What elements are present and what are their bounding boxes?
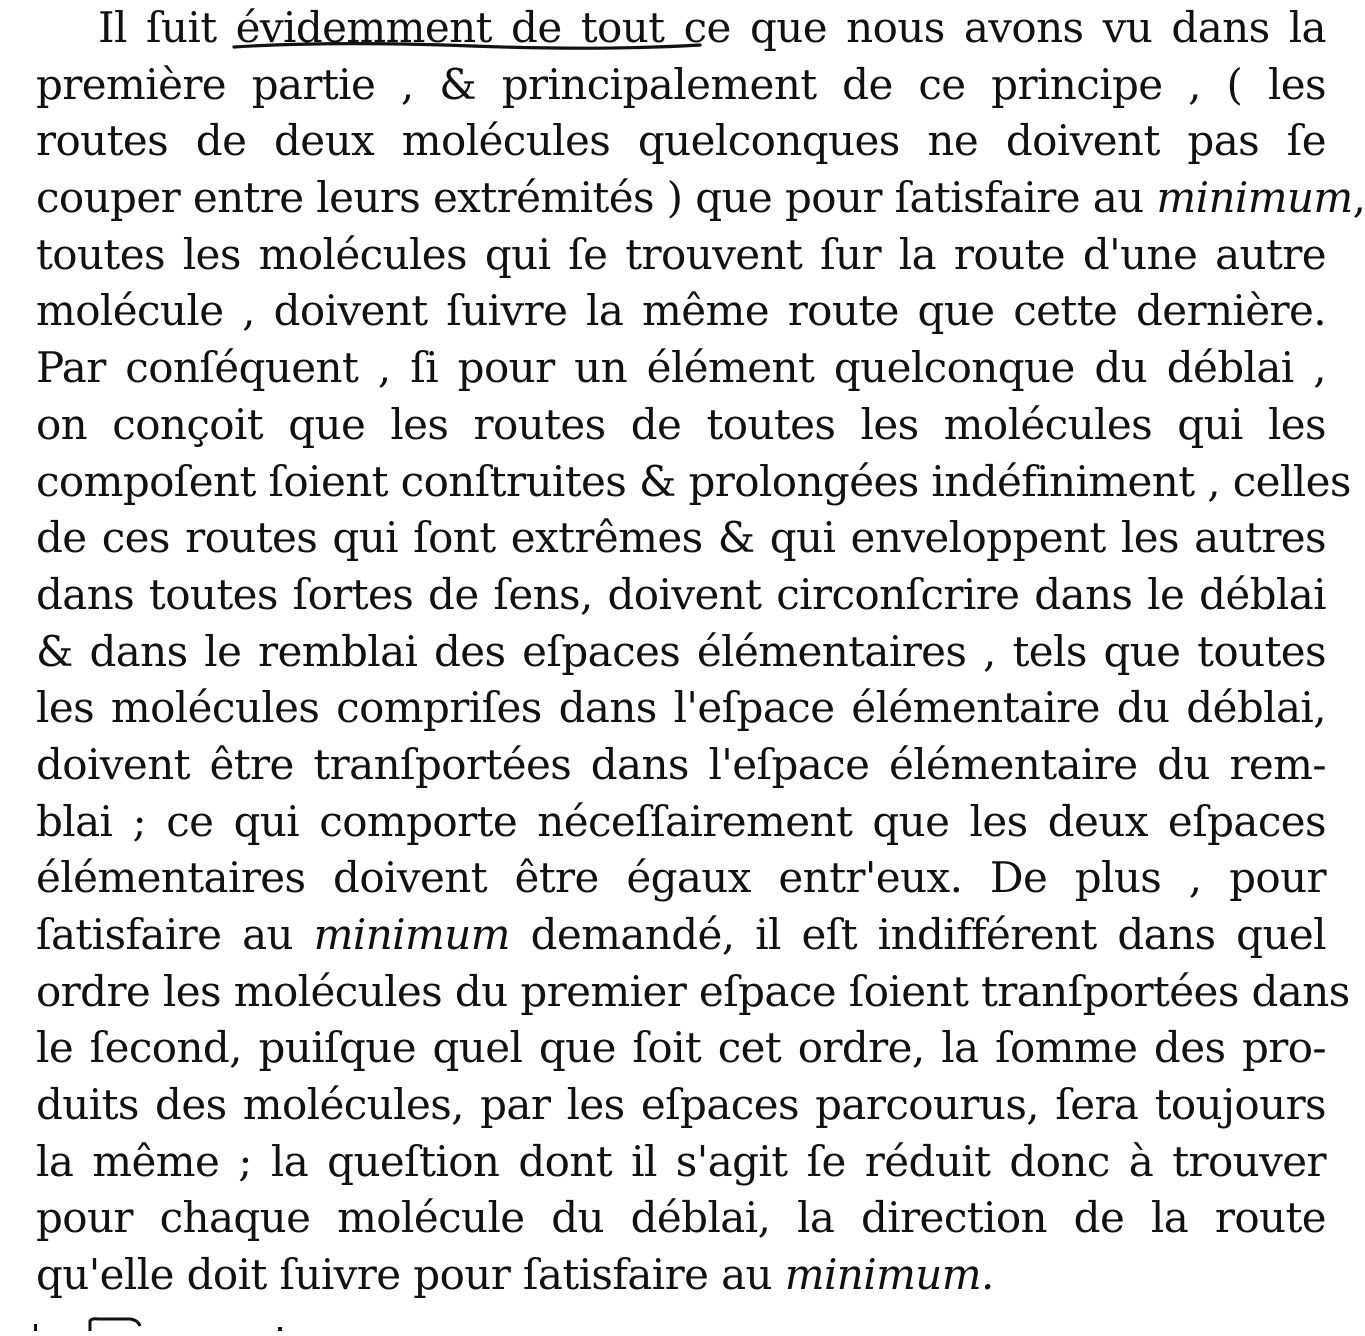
text-line [36,1190,1326,1247]
line-text: qu'elle doit ſuivre pour ſatisfaire au [36,1250,785,1300]
line-text: première partie , & principalement de ce principe , ( les [36,59,1326,109]
line-text: duits des molécules, par les eſpaces parcourus, ſera toujours [36,1080,1326,1130]
line-text: de ces routes qui ſont extrêmes & qui enveloppent les autres [36,513,1326,563]
line-text: le ſecond, puiſque quel que ſoit cet ordre, la ſomme des pro- [36,1023,1326,1073]
line-text: pour chaque molécule du déblai, la direction de la route [36,1193,1326,1243]
line-text: , [1352,173,1365,223]
text-line [36,510,1326,567]
text-line [36,1077,1326,1134]
text-line [36,397,1326,454]
line-text: Par conſéquent , ſi pour un élément quelconque du déblai , [36,343,1326,393]
line-text: & dans le remblai des eſpaces élémentaires , tels que toutes [36,626,1326,676]
line-text: dans toutes ſortes de ſens, doivent circonſcrire dans le déblai [36,569,1326,619]
line-text: doivent être tranſportées dans l'eſpace élémentaire du rem- [36,739,1326,789]
line-text: couper entre leurs extrémités ) que pour ſatisfaire au [36,173,1157,223]
text-line [36,340,1326,397]
line-text: molécule , doivent ſuivre la même route que cette dernière. [36,286,1326,336]
text-line [36,794,1326,851]
text-line [36,454,1351,511]
paragraph [36,0,1365,1304]
line-text: on conçoit que les routes de toutes les molécules qui les [36,399,1326,449]
text-line [36,964,1350,1021]
text-line [36,1020,1326,1077]
text-line [36,283,1326,340]
italic-term: minimum. [784,1250,994,1300]
text-line [36,170,1365,227]
text-line [36,737,1326,794]
text-line [36,907,1326,964]
italic-term: minimum [1156,173,1353,223]
text-line [36,680,1326,737]
text-line [36,227,1326,284]
text-line [36,113,1326,170]
line-text: élémentaires doivent être égaux entr'eux. De plus , pour [36,853,1326,903]
line-text: la même ; la queſtion dont il s'agit ſe réduit donc à trouver [36,1136,1326,1186]
line-text: compoſent ſoient conſtruites & prolongées indéfiniment , celles [36,456,1351,506]
line-text: ſatisfaire au [36,910,314,959]
text-line [36,1134,1326,1191]
next-line-fragment [30,1318,290,1331]
line-text: routes de deux molécules quelconques ne doivent pas ſe [36,116,1326,166]
line-text: blai ; ce qui comporte néceſſairement que les deux eſpaces [36,796,1326,846]
italic-term: minimum [313,910,510,959]
line-text: les molécules compriſes dans l'eſpace élémentaire du déblai, [36,683,1326,733]
pen-stroke-icon [232,40,702,52]
text-line [36,567,1326,624]
line-text: demandé, il eſt indifférent dans quel [509,910,1326,959]
line-text: Il ſuit évidemment de tout ce que nous avons vu dans la [98,3,1326,52]
cropped-glyphs-icon [30,1318,290,1331]
text-line [36,624,1326,681]
text-line [36,850,1326,907]
text-line [36,57,1326,114]
handwritten-underline [232,40,702,52]
line-text: toutes les molécules qui ſe trouvent ſur la route d'une autre [36,229,1326,279]
text-line [36,1247,1326,1304]
line-text: ordre les molécules du premier eſpace ſoient tranſportées dans [36,966,1350,1016]
